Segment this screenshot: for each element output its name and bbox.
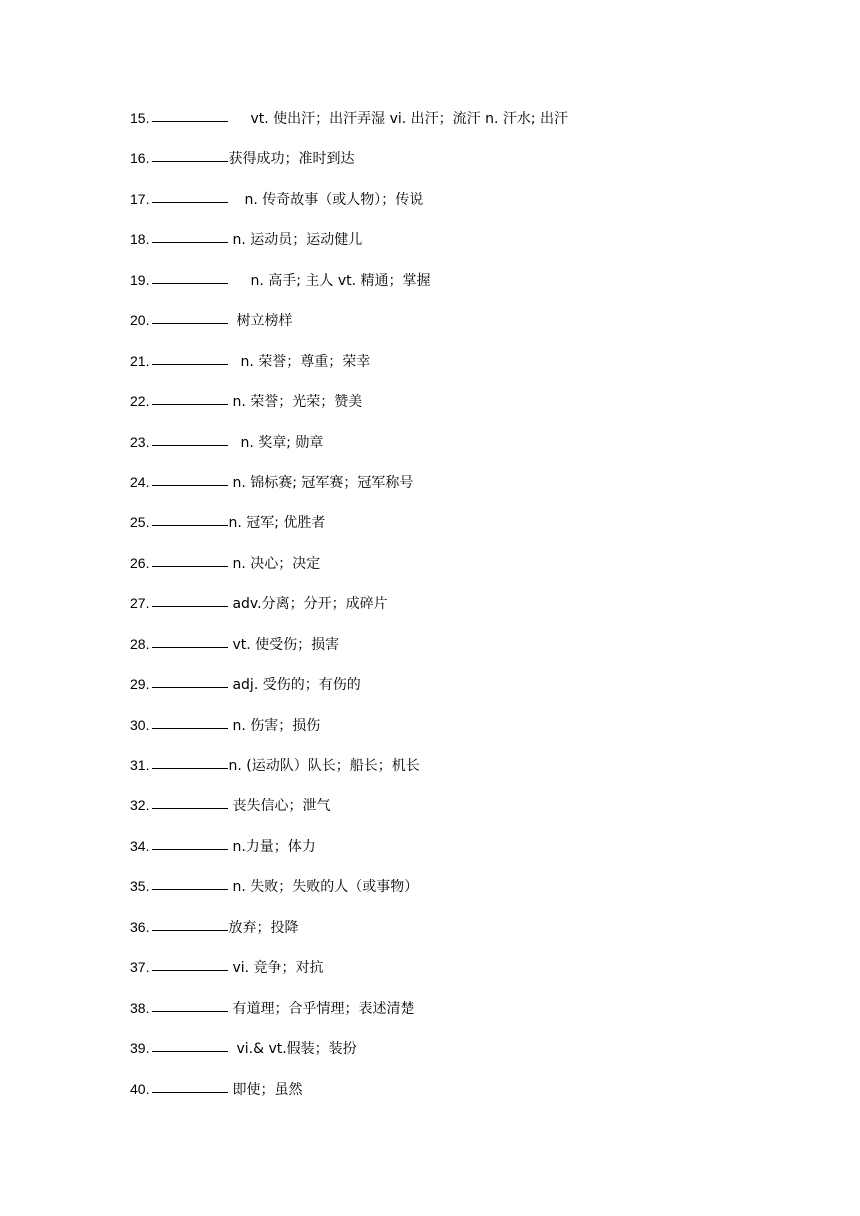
item-definition: n. 运动员；运动健儿: [232, 232, 363, 249]
list-item: [130, 713, 568, 753]
answer-blank[interactable]: [152, 754, 228, 769]
answer-blank[interactable]: [152, 1078, 228, 1093]
item-definition: n. 荣誉；光荣；赞美: [232, 394, 363, 411]
item-number: 37.: [130, 959, 150, 976]
answer-blank[interactable]: [152, 350, 228, 365]
item-number: 28.: [130, 635, 150, 652]
list-item: [130, 915, 568, 955]
list-item: [130, 1077, 568, 1117]
answer-blank[interactable]: [152, 511, 228, 526]
item-definition: n. (运动队）队长；船长；机长: [228, 758, 420, 774]
answer-blank[interactable]: [152, 835, 228, 850]
answer-blank[interactable]: [152, 269, 228, 284]
item-number: 35.: [130, 878, 150, 895]
vocabulary-list: [130, 106, 568, 1117]
answer-blank[interactable]: [152, 107, 228, 122]
answer-blank[interactable]: [152, 309, 228, 324]
item-number: 34.: [130, 837, 150, 854]
answer-blank[interactable]: [152, 916, 228, 931]
list-item: [130, 106, 568, 146]
item-definition: n. 伤害；损伤: [232, 717, 321, 734]
list-item: [130, 430, 568, 470]
item-number: 27.: [130, 595, 150, 612]
list-item: [130, 510, 568, 550]
answer-blank[interactable]: [152, 390, 228, 405]
item-definition: n.力量；体力: [232, 838, 316, 855]
answer-blank[interactable]: [152, 714, 228, 729]
list-item: [130, 591, 568, 631]
list-item: [130, 632, 568, 672]
answer-blank[interactable]: [152, 147, 228, 162]
item-number: 21.: [130, 352, 150, 369]
item-number: 17.: [130, 190, 150, 207]
item-definition: 丧失信心；泄气: [232, 798, 331, 815]
item-number: 29.: [130, 676, 150, 693]
list-item: [130, 753, 568, 793]
item-definition: vi.& vt.假装；装扮: [236, 1041, 357, 1058]
list-item: [130, 268, 568, 308]
item-number: 39.: [130, 1040, 150, 1057]
answer-blank[interactable]: [152, 673, 228, 688]
item-definition: 树立榜样: [236, 313, 293, 330]
item-number: 22.: [130, 393, 150, 410]
item-definition: n. 锦标赛; 冠军赛；冠军称号: [232, 474, 414, 491]
list-item: [130, 308, 568, 348]
item-definition: n. 冠军; 优胜者: [228, 515, 326, 532]
item-number: 26.: [130, 554, 150, 571]
item-number: 32.: [130, 797, 150, 814]
item-definition: n. 荣誉；尊重；荣幸: [240, 353, 371, 370]
list-item: [130, 227, 568, 267]
item-definition: adj. 受伤的；有伤的: [232, 677, 361, 694]
item-number: 38.: [130, 999, 150, 1016]
answer-blank[interactable]: [152, 1037, 228, 1052]
item-definition: 获得成功；准时到达: [228, 151, 355, 168]
item-number: 20.: [130, 312, 150, 329]
answer-blank[interactable]: [152, 471, 228, 486]
item-number: 36.: [130, 918, 150, 935]
item-number: 19.: [130, 271, 150, 288]
item-definition: n. 奖章; 勋章: [240, 434, 324, 451]
list-item: [130, 349, 568, 389]
item-number: 40.: [130, 1080, 150, 1097]
list-item: [130, 793, 568, 833]
answer-blank[interactable]: [152, 956, 228, 971]
item-number: 15.: [130, 110, 150, 126]
answer-blank[interactable]: [152, 997, 228, 1012]
list-item: [130, 187, 568, 227]
item-definition: vt. 使受伤；损害: [232, 636, 340, 653]
item-definition: 有道理；合乎情理；表述清楚: [232, 1000, 415, 1017]
item-definition: n. 高手; 主人 vt. 精通；掌握: [250, 272, 431, 289]
item-definition: 即使；虽然: [232, 1081, 303, 1098]
item-number: 24.: [130, 473, 150, 490]
item-definition: vt. 使出汗；出汗弄湿 vi. 出汗；流汗 n. 汗水; 出汗: [250, 111, 569, 127]
item-definition: n. 传奇故事（或人物）；传说: [244, 191, 424, 208]
list-item: [130, 146, 568, 186]
list-item: [130, 1036, 568, 1076]
item-definition: adv.分离；分开；成碎片: [232, 596, 388, 613]
list-item: [130, 672, 568, 712]
answer-blank[interactable]: [152, 875, 228, 890]
list-item: [130, 470, 568, 510]
item-definition: n. 失败；失败的人（或事物）: [232, 879, 419, 896]
item-definition: vi. 竞争；对抗: [232, 960, 324, 977]
item-number: 31.: [130, 757, 150, 773]
item-number: 25.: [130, 514, 150, 531]
answer-blank[interactable]: [152, 794, 228, 809]
list-item: [130, 874, 568, 914]
list-item: [130, 551, 568, 591]
answer-blank[interactable]: [152, 431, 228, 446]
item-number: 18.: [130, 231, 150, 248]
answer-blank[interactable]: [152, 552, 228, 567]
item-number: 23.: [130, 433, 150, 450]
list-item: [130, 996, 568, 1036]
item-number: 30.: [130, 716, 150, 733]
list-item: [130, 955, 568, 995]
answer-blank[interactable]: [152, 228, 228, 243]
list-item: [130, 834, 568, 874]
item-definition: 放弃；投降: [228, 919, 299, 936]
answer-blank[interactable]: [152, 188, 228, 203]
answer-blank[interactable]: [152, 592, 228, 607]
answer-blank[interactable]: [152, 633, 228, 648]
item-definition: n. 决心；决定: [232, 555, 321, 572]
item-number: 16.: [130, 150, 150, 167]
list-item: [130, 389, 568, 429]
